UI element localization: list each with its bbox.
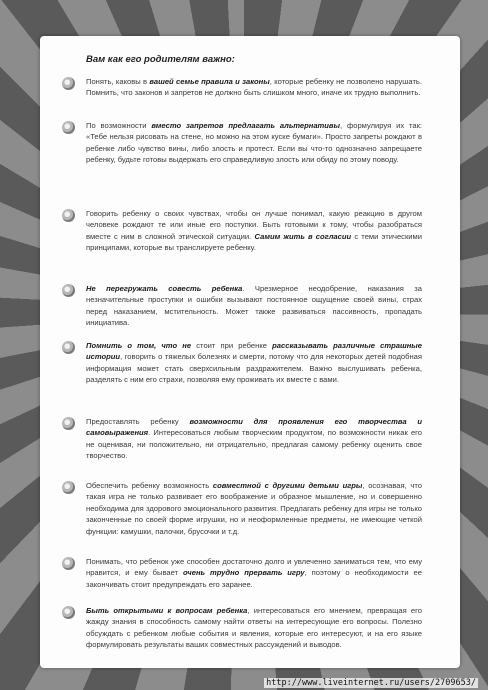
body-text: , говорить о тяжелых болезнях и смерти, потому что для некоторых детей подобная информация может стать сверхсильным раздражителем. Важно выслушивать ребенка, разделять с ним его страхи, позволяя ему проживать их вместе с вами. (86, 352, 422, 385)
body-text: , которые ребенку не позволено нарушать. Помнить, что законов и запретов не должно быть слишком много, иначе их трудно выполнить. (86, 77, 422, 98)
emphasis-text: Не перегружать совесть ребенка (86, 284, 243, 293)
bullet-icon (62, 284, 75, 297)
body-text: Говорить ребенку о своих чувствах, чтобы он лучше понимал, какую реакцию в другом человеке рождают те или иные его поступки. Быть готовыми к тому, чтобы разобраться вместе с ним в сложной этической ситуации. (86, 209, 422, 241)
body-text: Обеспечить ребенку возможность (86, 481, 213, 490)
item-text (86, 208, 422, 254)
item-text (86, 283, 422, 329)
emphasis-text: очень трудно прервать игру (183, 568, 305, 578)
section-heading: Вам как его родителям важно: (86, 54, 235, 65)
item-text (86, 416, 422, 462)
list-item (62, 416, 422, 462)
bullet-icon (62, 557, 75, 570)
list-item (62, 283, 422, 329)
bullet-icon (62, 341, 75, 354)
bullet-icon (62, 481, 75, 494)
emphasis-text: совместной с другими детьми игры (212, 481, 363, 490)
document-page (40, 36, 460, 668)
body-text: , интересоваться его мнением, превращая его жажду знания в способность самому найти ответы на интересующие его вопросы. Полезно обсуждать с ребенком любые события и явления, которые его интересуют, и на его языке формулировать результаты ваших совместных рассуждений и выводов. (86, 606, 422, 650)
body-text: По возможности (86, 121, 152, 130)
item-text (86, 556, 422, 590)
source-url-link[interactable]: http://www.liveinternet.ru/users/2709653/ (266, 678, 476, 688)
list-item (62, 120, 422, 166)
item-text (86, 480, 422, 537)
item-text (86, 605, 422, 651)
list-item (62, 76, 422, 99)
emphasis-text: Помнить о том, что не (86, 341, 192, 350)
body-text: . Интересоваться любым творческим продуктом, по возможности никак его не оценивая, ни положительно, ни отрицательно, предлагая самому ребенку оценить свое творчество. (86, 428, 422, 461)
emphasis-text: Самим жить в согласии (254, 231, 352, 241)
bullet-icon (62, 77, 75, 90)
emphasis-text: возможности для проявления его творчества и самовыражения (86, 417, 422, 438)
list-item (62, 605, 422, 651)
body-text: . Чрезмерное неодобрение, наказания за незначительные проступки и ошибки вызывают постоянное ощущение своей вины, страх перед наказанием, мстительность. Может также развиваться пассивность, пропадать инициатива. (86, 284, 422, 328)
body-text: стоит при ребенке (191, 341, 273, 350)
item-text (86, 120, 422, 166)
bullet-icon (62, 606, 75, 619)
body-text: Предоставлять ребенку (86, 417, 190, 426)
list-item (62, 208, 422, 254)
body-text: , формулируя их так: «Тебе нельзя рисовать на стене, но можно на этом куске бумаги». Просто запреты рождают в ребенке либо чувство вины, либо злость и протест. Если вы что-то однозначно запрещаете ребенку, будьте готовы выдержать его справедливую злость или обиду по этому поводу. (86, 121, 423, 165)
list-item (62, 556, 422, 590)
body-text: , осознавая, что такая игра не только развивает его воображение и образное мышление, но и совершенно необходима для здорового эмоционального развития. Предлагать ребенку для игры не только законченные по своей форме игрушки, но и неоформленные предметы, не имеющие четкой функции: камушки, палочки, брусочки и т.д. (86, 481, 422, 536)
body-text: Понять, каковы в (86, 77, 150, 86)
emphasis-text: вместо запретов предлагать альтернативы (151, 121, 341, 130)
bullet-icon (62, 121, 75, 134)
list-item (62, 480, 422, 537)
bullet-icon (62, 209, 75, 222)
emphasis-text: рассказывать различные страшные истории (86, 341, 423, 362)
emphasis-text: вашей семье правила и законы (149, 77, 270, 86)
body-text: с теми этическими принципами, которые вы транслируете ребенку. (86, 231, 422, 253)
item-text (86, 340, 422, 386)
body-text: Понимать, что ребенок уже способен достаточно долго и увлеченно заниматься тем, что ему нравится, и ему бывает (86, 557, 422, 578)
item-text (86, 76, 422, 99)
emphasis-text: Быть открытыми к вопросам ребенка (86, 606, 248, 615)
body-text: , поэтому о необходимости ее закончивать стоит предупреждать его заранее. (86, 568, 423, 589)
list-item (62, 340, 422, 386)
bullet-icon (62, 417, 75, 430)
